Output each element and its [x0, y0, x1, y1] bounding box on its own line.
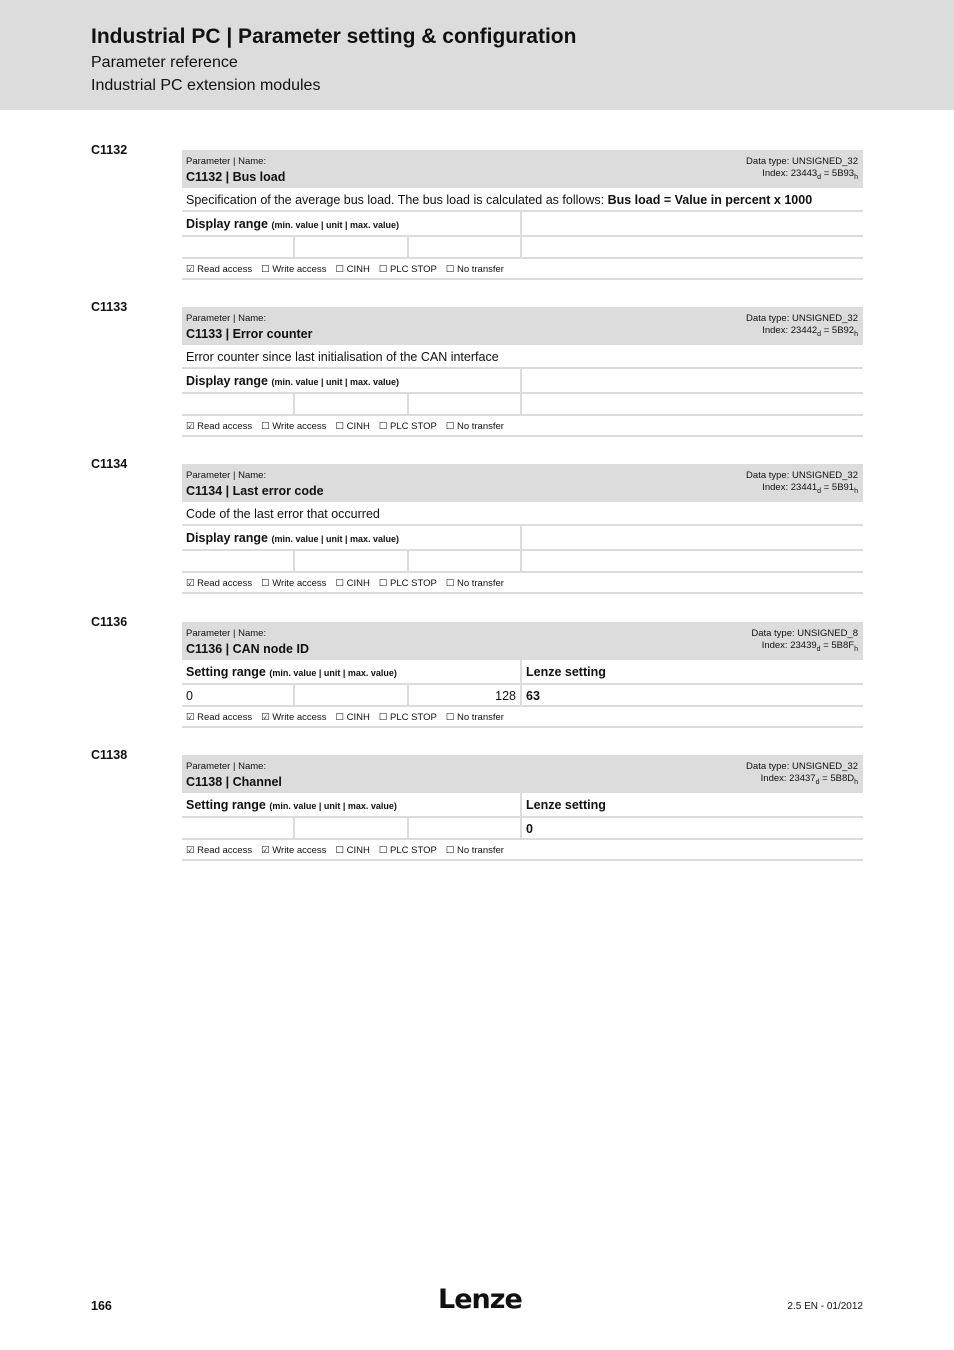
index-decimal: 23442 — [790, 325, 818, 336]
range-hint: (min. value | unit | max. value) — [271, 220, 400, 230]
checked-box-icon: ☑ — [261, 845, 273, 856]
range-label: Setting range — [186, 798, 266, 812]
access-label: CINH — [346, 578, 370, 589]
index: Index: $23439_d = 5B8F_h$ — [761, 640, 858, 653]
range-label-cell — [182, 793, 522, 816]
parameter-code: C1138 — [91, 748, 128, 762]
index-prefix: Index: — [761, 640, 791, 651]
range-label: Setting range — [186, 665, 266, 679]
checked-box-icon: ☑ — [186, 421, 198, 432]
range-label: Display range — [186, 531, 268, 545]
max-value — [409, 551, 522, 571]
unchecked-box-icon: ☐ — [378, 421, 390, 432]
max-value — [409, 818, 522, 838]
access-label: CINH — [346, 421, 370, 432]
description-text: Code of the last error that occurred — [186, 507, 380, 521]
page-subtitle-2: Industrial PC extension modules — [91, 77, 321, 94]
range-label: Display range — [186, 374, 268, 388]
parameter-name-label: Parameter | Name: — [186, 628, 267, 639]
index-decimal: 23441 — [790, 482, 818, 493]
data-type — [746, 156, 858, 168]
access-label: Write access — [272, 421, 327, 432]
index-hex: 5B92 — [831, 325, 855, 336]
access-label: No transfer — [456, 845, 504, 856]
parameter-code: C1134 — [91, 457, 128, 471]
access-label: No transfer — [456, 264, 504, 275]
range-row — [182, 369, 863, 394]
lenze-setting-header — [522, 526, 863, 549]
parameter-table — [182, 755, 863, 861]
access-label: Write access — [272, 578, 327, 589]
access-no-transfer — [446, 421, 504, 435]
data-type-prefix: Data type: — [746, 470, 792, 481]
range-hint: (min. value | unit | max. value) — [271, 377, 400, 387]
access-label: Read access — [197, 845, 253, 856]
access-label: CINH — [346, 264, 370, 275]
hex-suffix: h — [854, 487, 858, 495]
data-type-prefix: Data type: — [751, 628, 798, 639]
range-label-cell — [182, 369, 522, 392]
index-decimal: 23443 — [790, 168, 818, 179]
values-row — [182, 685, 863, 707]
access-label: PLC STOP — [389, 845, 437, 856]
parameter-description — [182, 188, 863, 212]
index: Index: $23437_d = 5B8D_h$ — [760, 773, 858, 786]
unchecked-box-icon: ☐ — [378, 712, 390, 723]
access-cinh — [335, 264, 369, 278]
access-label: CINH — [346, 845, 370, 856]
parameter-header — [182, 307, 863, 345]
index-decimal: 23439 — [790, 640, 817, 651]
index-prefix: Index: — [762, 168, 791, 179]
values-row — [182, 551, 863, 573]
range-hint: (min. value | unit | max. value) — [269, 801, 397, 811]
version-info: 2.5 EN - 01/2012 — [787, 1301, 863, 1312]
data-type-value: UNSIGNED_32 — [792, 313, 858, 324]
min-value: 0 — [182, 685, 295, 705]
access-label: Read access — [197, 712, 253, 723]
parameter-name-label: Parameter | Name: — [186, 761, 267, 772]
parameter-name: C1138 | Channel — [186, 775, 282, 789]
checked-box-icon: ☑ — [186, 712, 198, 723]
access-row — [182, 840, 863, 861]
unchecked-box-icon: ☐ — [445, 845, 457, 856]
access-plc-stop — [379, 421, 437, 435]
access-label: PLC STOP — [389, 264, 437, 275]
max-value: 128 — [409, 685, 522, 705]
data-type-prefix: Data type: — [746, 761, 792, 772]
parameter-header — [182, 755, 863, 793]
access-no-transfer — [446, 578, 504, 592]
index-hex: 5B8F — [831, 640, 855, 651]
access-read-access — [186, 845, 252, 859]
parameter-description — [182, 502, 863, 526]
unchecked-box-icon: ☐ — [335, 264, 347, 275]
access-label: CINH — [346, 712, 370, 723]
access-plc-stop — [379, 712, 437, 726]
access-label: PLC STOP — [389, 421, 437, 432]
index-hex: 5B91 — [831, 482, 855, 493]
description-text: Error counter since last initialisation of the CAN interface — [186, 350, 499, 364]
unchecked-box-icon: ☐ — [445, 712, 457, 723]
access-read-access — [186, 578, 252, 592]
unit-value — [295, 551, 409, 571]
unchecked-box-icon: ☐ — [261, 421, 273, 432]
decimal-suffix: d — [817, 487, 822, 495]
data-type-prefix: Data type: — [746, 313, 792, 324]
max-value — [409, 394, 522, 414]
parameter-name: C1136 | CAN node ID — [186, 642, 309, 656]
access-label: No transfer — [456, 578, 504, 589]
range-row — [182, 526, 863, 551]
access-label: Read access — [197, 421, 253, 432]
range-label-cell — [182, 212, 522, 235]
access-label: Write access — [272, 712, 327, 723]
data-type-value: UNSIGNED_32 — [792, 761, 858, 772]
lenze-setting-value — [522, 394, 863, 414]
unchecked-box-icon: ☐ — [378, 845, 390, 856]
unchecked-box-icon: ☐ — [335, 578, 347, 589]
index-hex: 5B8D — [830, 773, 855, 784]
unchecked-box-icon: ☐ — [445, 264, 457, 275]
range-label: Display range — [186, 217, 268, 231]
hex-suffix: h — [854, 778, 858, 786]
min-value — [182, 818, 295, 838]
data-type-prefix: Data type: — [746, 156, 792, 167]
access-write-access — [261, 421, 326, 435]
max-value — [409, 237, 522, 257]
parameter-code: C1136 — [91, 615, 128, 629]
lenze-setting-header — [522, 369, 863, 392]
unchecked-box-icon: ☐ — [261, 578, 273, 589]
range-hint: (min. value | unit | max. value) — [269, 668, 397, 678]
hex-suffix: h — [854, 330, 858, 338]
unit-value — [295, 685, 409, 705]
min-value — [182, 237, 295, 257]
data-type-info — [746, 313, 858, 341]
data-type-info — [746, 761, 858, 789]
access-no-transfer — [446, 712, 504, 726]
page-number: 166 — [91, 1299, 112, 1313]
values-row — [182, 818, 863, 840]
lenze-logo: Lenze — [438, 1284, 522, 1315]
unit-value — [295, 237, 409, 257]
unchecked-box-icon: ☐ — [261, 264, 273, 275]
access-no-transfer — [446, 264, 504, 278]
access-label: PLC STOP — [389, 712, 437, 723]
parameter-code: C1132 — [91, 143, 128, 157]
index-prefix: Index: — [760, 773, 790, 784]
hex-suffix: h — [854, 173, 858, 181]
index: Index: $23441_d = 5B91_h$ — [762, 482, 858, 495]
checked-box-icon: ☑ — [186, 264, 198, 275]
parameter-code: C1133 — [91, 300, 128, 314]
data-type-value: UNSIGNED_32 — [792, 470, 858, 481]
parameter-header — [182, 464, 863, 502]
parameter-name: C1134 | Last error code — [186, 484, 324, 498]
access-write-access — [261, 264, 326, 278]
parameter-name: C1133 | Error counter — [186, 327, 313, 341]
access-row — [182, 573, 863, 594]
unchecked-box-icon: ☐ — [335, 712, 347, 723]
range-label-cell — [182, 526, 522, 549]
access-plc-stop — [379, 264, 437, 278]
checked-box-icon: ☑ — [261, 712, 273, 723]
data-type-info — [746, 156, 858, 184]
data-type-info — [746, 470, 858, 498]
decimal-suffix: d — [815, 778, 820, 786]
access-cinh — [335, 421, 369, 435]
parameter-name: C1132 | Bus load — [186, 170, 286, 184]
unchecked-box-icon: ☐ — [445, 578, 457, 589]
index-prefix: Index: — [762, 325, 791, 336]
lenze-setting-value: 0 — [526, 822, 533, 836]
range-row — [182, 793, 863, 818]
values-row — [182, 237, 863, 259]
data-type — [746, 313, 858, 325]
unchecked-box-icon: ☐ — [378, 264, 390, 275]
data-type-value: UNSIGNED_8 — [797, 628, 858, 639]
access-no-transfer — [446, 845, 504, 859]
access-write-access — [261, 845, 326, 859]
access-read-access — [186, 421, 252, 435]
access-read-access — [186, 712, 252, 726]
range-hint: (min. value | unit | max. value) — [271, 534, 400, 544]
parameter-header — [182, 150, 863, 188]
lenze-setting-value — [522, 237, 863, 257]
data-type-value: UNSIGNED_32 — [792, 156, 858, 167]
access-plc-stop — [379, 578, 437, 592]
decimal-suffix: d — [817, 330, 822, 338]
decimal-suffix: d — [816, 645, 821, 653]
access-plc-stop — [379, 845, 437, 859]
page-title: Industrial PC | Parameter setting & configuration — [91, 25, 577, 48]
unit-value — [295, 818, 409, 838]
index: Index: $23442_d = 5B92_h$ — [762, 325, 858, 338]
unit-value — [295, 394, 409, 414]
access-label: Write access — [272, 845, 327, 856]
checked-box-icon: ☑ — [186, 845, 198, 856]
access-row — [182, 416, 863, 437]
access-label: Read access — [197, 264, 253, 275]
lenze-setting-value — [522, 551, 863, 571]
decimal-suffix: d — [817, 173, 822, 181]
index: Index: $23443_d = 5B93_h$ — [762, 168, 858, 181]
data-type — [751, 628, 858, 640]
lenze-setting-value: 63 — [526, 689, 540, 703]
access-label: Read access — [197, 578, 253, 589]
parameter-table — [182, 464, 863, 594]
access-write-access — [261, 712, 326, 726]
access-read-access — [186, 264, 252, 278]
unchecked-box-icon: ☐ — [335, 845, 347, 856]
parameter-header — [182, 622, 863, 660]
access-label: Write access — [272, 264, 327, 275]
access-label: No transfer — [456, 712, 504, 723]
range-label-cell — [182, 660, 522, 683]
access-label: No transfer — [456, 421, 504, 432]
access-cinh — [335, 712, 369, 726]
min-value — [182, 394, 295, 414]
lenze-setting-header: Lenze setting — [526, 798, 606, 812]
data-type — [746, 761, 858, 773]
page-header — [0, 0, 954, 110]
access-label: PLC STOP — [389, 578, 437, 589]
access-row — [182, 259, 863, 280]
access-write-access — [261, 578, 326, 592]
index-decimal: 23437 — [789, 773, 816, 784]
min-value — [182, 551, 295, 571]
data-type-info — [751, 628, 858, 656]
access-cinh — [335, 578, 369, 592]
parameter-table — [182, 307, 863, 437]
checked-box-icon: ☑ — [186, 578, 198, 589]
parameter-table — [182, 622, 863, 728]
index-prefix: Index: — [762, 482, 791, 493]
description-bold: Bus load = Value in percent x 1000 — [607, 193, 813, 207]
access-cinh — [335, 845, 369, 859]
unchecked-box-icon: ☐ — [445, 421, 457, 432]
data-type — [746, 470, 858, 482]
index-hex: 5B93 — [831, 168, 855, 179]
parameter-name-label: Parameter | Name: — [186, 470, 267, 481]
values-row — [182, 394, 863, 416]
description-text: Specification of the average bus load. The bus load is calculated as follows: — [186, 193, 608, 207]
unchecked-box-icon: ☐ — [335, 421, 347, 432]
hex-suffix: h — [854, 645, 858, 653]
parameter-name-label: Parameter | Name: — [186, 313, 267, 324]
access-row — [182, 707, 863, 728]
parameter-table — [182, 150, 863, 280]
range-row — [182, 212, 863, 237]
unchecked-box-icon: ☐ — [378, 578, 390, 589]
range-row — [182, 660, 863, 685]
lenze-setting-header: Lenze setting — [526, 665, 606, 679]
page-subtitle: Parameter reference — [91, 54, 238, 71]
lenze-setting-header — [522, 212, 863, 235]
parameter-name-label: Parameter | Name: — [186, 156, 267, 167]
parameter-description — [182, 345, 863, 369]
